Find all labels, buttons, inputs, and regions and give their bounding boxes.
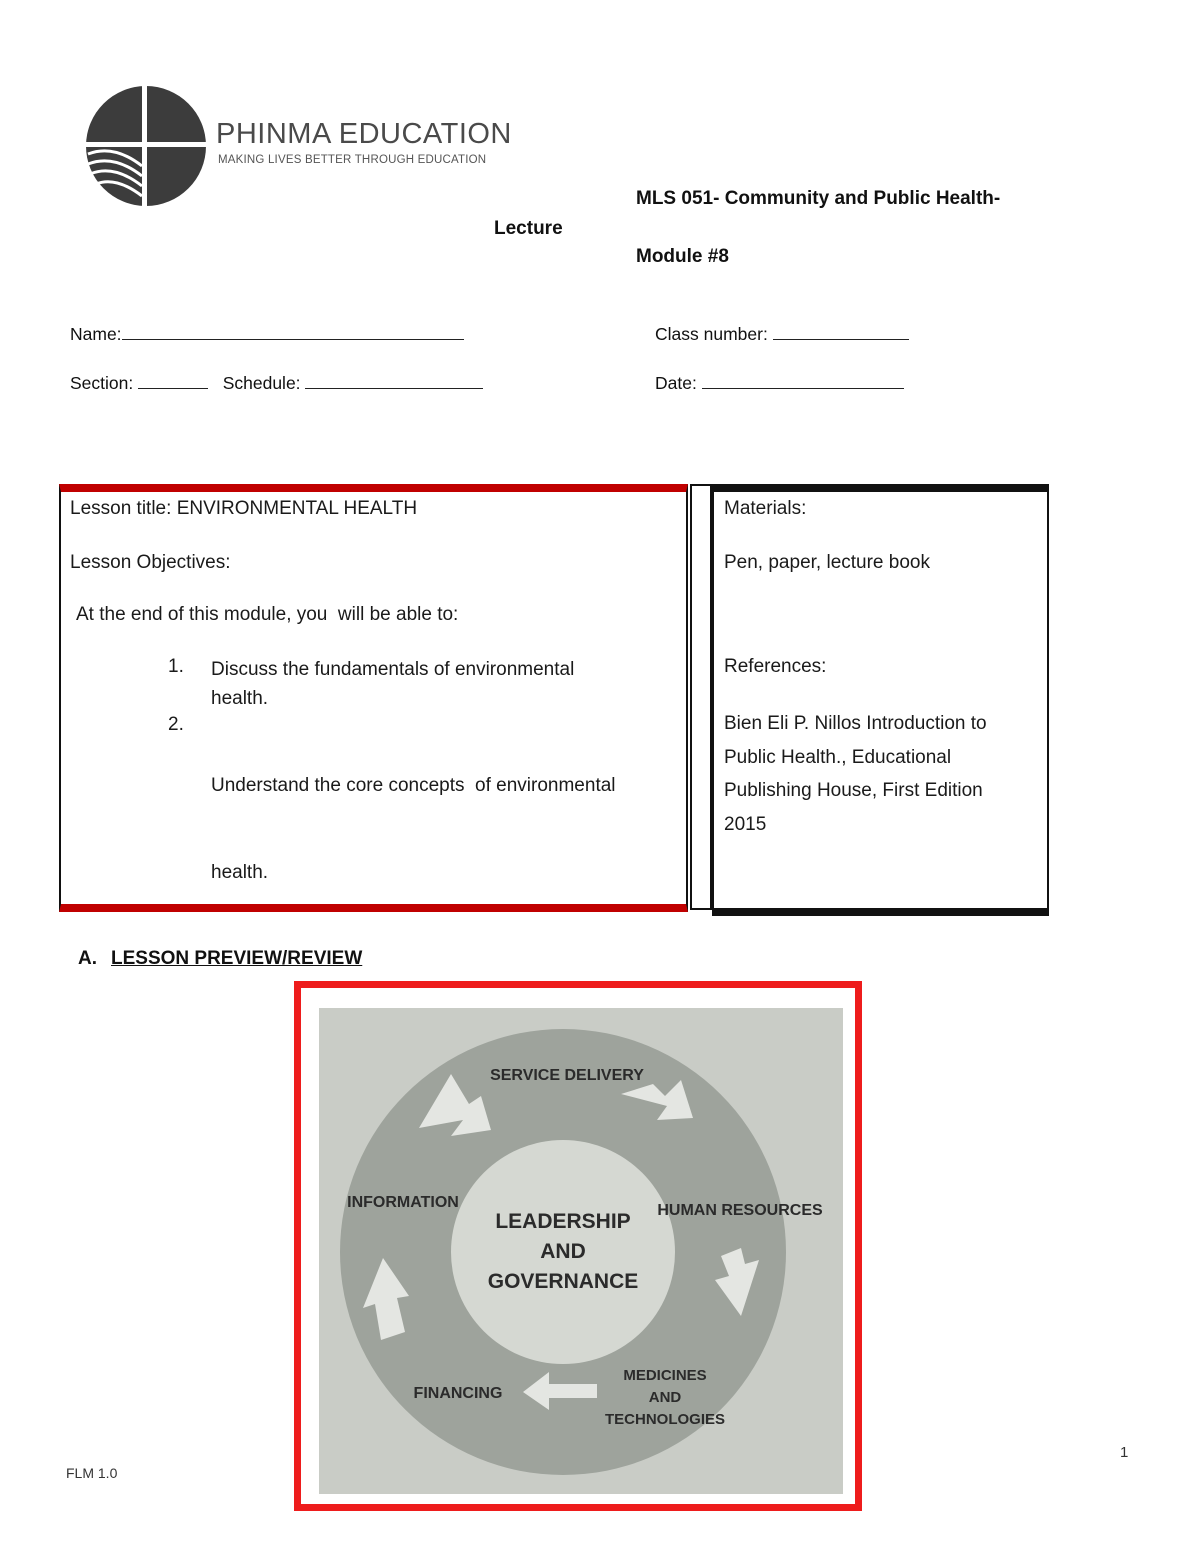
name-blank — [122, 325, 464, 340]
section-field — [70, 373, 483, 394]
footer-version: FLM 1.0 — [66, 1465, 118, 1481]
center-line-3: GOVERNANCE — [487, 1270, 639, 1293]
phinma-logo — [84, 84, 512, 209]
logo-tagline: MAKING LIVES BETTER THROUGH EDUCATION — [218, 154, 487, 166]
health-system-diagram — [301, 988, 855, 1504]
medicines-line-2: AND — [648, 1389, 682, 1406]
logo-name: PHINMA EDUCATION — [216, 118, 512, 150]
logo-emblem-icon — [84, 84, 209, 209]
human-resources-label: HUMAN RESOURCES — [657, 1202, 823, 1219]
section-letter: A. — [78, 948, 97, 969]
course-title: MLS 051- Community and Public Health- — [636, 188, 1001, 209]
objective-1-number: 1. — [168, 656, 184, 677]
materials-value: Pen, paper, lecture book — [724, 552, 930, 573]
name-field — [70, 324, 464, 345]
section-blank — [138, 374, 208, 389]
schedule-blank — [305, 374, 483, 389]
section-title: LESSON PREVIEW/REVIEW — [111, 948, 363, 969]
references-text: Bien Eli P. Nillos Introduction to Public Health., Educational Publishing House, First Edition 2015 — [724, 713, 987, 835]
class-number-blank — [773, 325, 909, 340]
materials-box — [712, 484, 1049, 916]
date-field — [655, 373, 904, 394]
box-separator — [690, 484, 712, 910]
module-number: Module #8 — [636, 246, 729, 267]
objective-1: Discuss the fundamentals of environmental health. — [211, 659, 575, 709]
name-label: Name: — [70, 324, 122, 344]
financing-label: FINANCING — [413, 1385, 503, 1402]
lesson-title: Lesson title: ENVIRONMENTAL HEALTH — [70, 498, 418, 519]
date-blank — [702, 374, 904, 389]
class-number-field — [655, 324, 909, 345]
objectives-intro: At the end of this module, you will be able to: — [76, 604, 459, 625]
medicines-line-3: TECHNOLOGIES — [604, 1411, 726, 1428]
class-number-label: Class number: — [655, 324, 768, 344]
lesson-box — [59, 484, 688, 912]
diagram-frame — [294, 981, 862, 1511]
objective-2-number: 2. — [168, 714, 184, 735]
information-label: INFORMATION — [347, 1194, 459, 1211]
references-label: References: — [724, 656, 827, 677]
lecture-label: Lecture — [494, 218, 563, 239]
date-label: Date: — [655, 373, 697, 393]
objectives-label: Lesson Objectives: — [70, 552, 231, 573]
materials-label: Materials: — [724, 498, 807, 519]
objective-2: Understand the core concepts of environmental health. — [211, 775, 616, 883]
page-number: 1 — [1120, 1444, 1129, 1461]
center-line-1: LEADERSHIP — [495, 1210, 631, 1233]
section-heading — [78, 948, 362, 970]
section-label: Section: — [70, 373, 134, 393]
schedule-label: Schedule: — [222, 373, 301, 393]
service-delivery-label: SERVICE DELIVERY — [490, 1067, 644, 1084]
center-line-2: AND — [540, 1240, 586, 1263]
lesson-title-value: ENVIRONMENTAL HEALTH — [176, 498, 418, 519]
medicines-line-1: MEDICINES — [623, 1367, 707, 1384]
